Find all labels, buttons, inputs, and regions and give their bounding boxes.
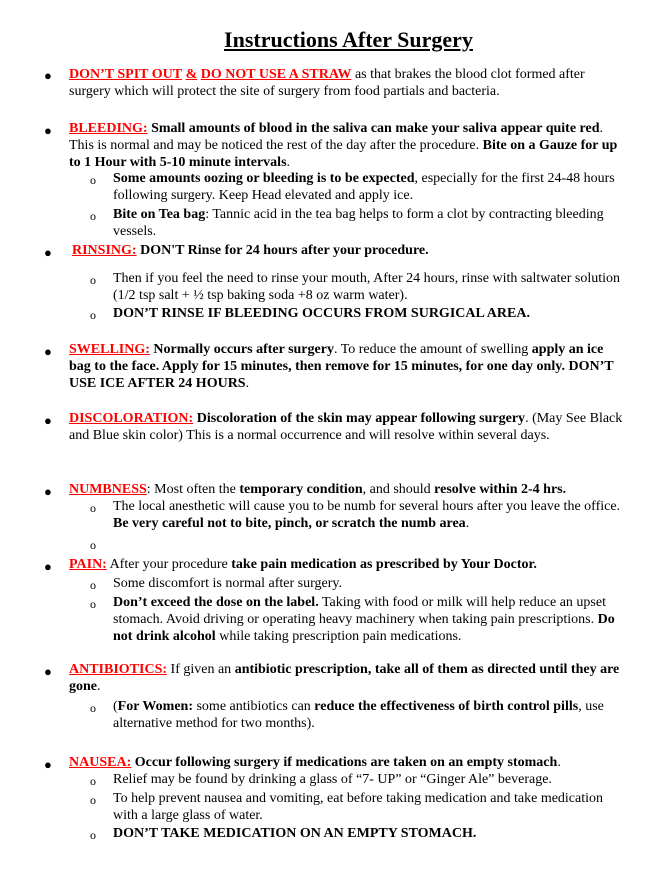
sub-item [113, 206, 623, 240]
section-discoloration [69, 410, 625, 444]
emphasis-text: For Women: [117, 699, 193, 714]
emphasis-text: Normally occurs after surgery [149, 342, 334, 357]
emphasis-text: Bite on Tea bag [113, 207, 206, 222]
emphasis-text: Don’t exceed the dose on the label. [113, 595, 319, 610]
body-text: , especially for the first 24-48 hours following surgery. Keep Head elevated and apply ice. [113, 171, 615, 203]
sub-item [113, 594, 623, 645]
sub-item [113, 771, 623, 788]
sub-bullet-icon: o [90, 273, 96, 287]
sub-bullet-icon: o [90, 173, 96, 187]
sub-bullet-icon: o [90, 501, 96, 515]
body-text: . [97, 679, 101, 694]
sub-item [113, 790, 623, 824]
bullet-icon: ● [44, 664, 52, 679]
sub-bullet-icon: o [90, 578, 96, 592]
body-text: . (May See Black and Blue skin color) This is a normal occurrence and will resolve within several days. [69, 411, 623, 443]
sub-item [113, 498, 623, 532]
sub-item [113, 305, 623, 322]
section-spit [69, 66, 625, 100]
section-heading: ANTIBIOTICS: [69, 662, 168, 677]
body-text: Relief may be found by drinking a glass of “7- UP” or “Ginger Ale” beverage. [113, 772, 552, 787]
section-heading: RINSING: [72, 243, 137, 258]
body-text: as that brakes the blood clot formed after surgery which will protect the site of surgery from food partials and bacteria. [69, 67, 585, 99]
emphasis-text: Discoloration of the skin may appear following surgery [193, 411, 526, 426]
emphasis-text: Small amounts of blood in the saliva can make your saliva appear quite red [147, 121, 600, 136]
sub-bullet-icon: o [90, 597, 96, 611]
body-text: : Tannic acid in the tea bag helps to form a clot by contracting bleeding vessels. [113, 207, 604, 239]
body-text: Then if you feel the need to rinse your mouth, After 24 hours, rinse with saltwater solution (1/2 tsp salt + ½ tsp baking soda +8 oz warm water). [113, 271, 621, 303]
section-numbness [69, 481, 625, 498]
bullet-icon: ● [44, 245, 52, 260]
section-heading: NAUSEA: [69, 755, 132, 770]
emphasis-text: take pain medication as prescribed by Your Doctor. [231, 557, 537, 572]
body-text: ( [113, 699, 118, 714]
emphasis-text: apply an ice bag to the face. Apply for 15 minutes, then remove for 15 minutes, for one day only. DON’T USE ICE AFTER 24 HOURS [69, 342, 614, 391]
body-text: : Most often the [146, 482, 240, 497]
body-text: while taking prescription pain medications. [215, 629, 462, 644]
body-text: Some discomfort is normal after surgery. [113, 576, 343, 591]
section-swelling [69, 341, 625, 392]
sub-bullet-icon: o [90, 538, 96, 552]
body-text: If given an [167, 662, 235, 677]
bullet-icon: ● [44, 413, 52, 428]
section-pain [69, 556, 625, 573]
section-heading: DO NOT USE A STRAW [200, 67, 352, 82]
bullet-icon: ● [44, 344, 52, 359]
bullet-icon: ● [44, 68, 52, 83]
body-text: . [286, 155, 291, 170]
body-text: . [557, 755, 561, 770]
body-text: , and should [362, 482, 435, 497]
body-text: The local anesthetic will cause you to be numb for several hours after you leave the office. [113, 499, 621, 514]
bullet-icon: ● [44, 123, 52, 138]
body-text: . [465, 516, 470, 531]
sub-bullet-icon: o [90, 774, 96, 788]
sub-bullet-icon: o [90, 308, 96, 322]
sub-item [113, 270, 623, 304]
sub-item [113, 698, 623, 732]
sub-bullet-icon: o [90, 828, 96, 842]
bullet-icon: ● [44, 757, 52, 772]
body-text: some antibiotics can [192, 699, 315, 714]
emphasis-text: Be very careful not to bite, pinch, or scratch the numb area [113, 516, 466, 531]
section-heading: NUMBNESS [69, 482, 147, 497]
emphasis-text: Some amounts oozing or bleeding is to be expected [113, 171, 415, 186]
emphasis-text: reduce the effectiveness of birth control pills [314, 699, 579, 714]
bullet-icon: ● [44, 484, 52, 499]
section-heading: PAIN: [69, 557, 107, 572]
section-antibiotics [69, 661, 625, 695]
body-text: . To reduce the amount of swelling [333, 342, 532, 357]
section-rinsing [72, 242, 628, 259]
emphasis-text: Bite on a Gauze for up to 1 Hour with 5-10 minute intervals [69, 138, 618, 170]
body-text: . This is normal and may be noticed the rest of the day after the procedure. [69, 121, 604, 153]
section-heading: BLEEDING: [69, 121, 148, 136]
emphasis-text: Occur following surgery if medications are taken on an empty stomach [131, 755, 558, 770]
body-text: Taking with food or milk will help reduce an upset stomach. Avoid driving or operating heavy machinery when taking pain prescriptions. [113, 595, 606, 627]
page-title: Instructions After Surgery [224, 27, 473, 52]
section-heading: DISCOLORATION: [69, 411, 194, 426]
emphasis-text: antibiotic prescription, take all of them as directed until they are gone [69, 662, 620, 694]
emphasis-text: temporary condition [239, 482, 363, 497]
emphasis-text: resolve within 2-4 hrs. [434, 482, 567, 497]
section-heading: DON’T SPIT OUT [69, 67, 183, 82]
body-text: , use alternative method for two months). [113, 699, 604, 731]
sub-item [113, 825, 623, 842]
section-heading: & [185, 67, 198, 82]
sub-bullet-icon: o [90, 793, 96, 807]
body-text: To help prevent nausea and vomiting, eat before taking medication and take medication with a large glass of water. [113, 791, 604, 823]
sub-bullet-icon: o [90, 209, 96, 223]
section-bleeding [69, 120, 625, 171]
sub-item [113, 170, 623, 204]
emphasis-text: Do not drink alcohol [113, 612, 615, 644]
section-nausea [69, 754, 625, 771]
emphasis-text: DON’T TAKE MEDICATION ON AN EMPTY STOMACH. [113, 826, 477, 841]
section-heading: SWELLING: [69, 342, 150, 357]
sub-item [113, 575, 623, 592]
emphasis-text: DON’T RINSE IF BLEEDING OCCURS FROM SURGICAL AREA. [113, 306, 530, 321]
bullet-icon: ● [44, 559, 52, 574]
emphasis-text: DON'T Rinse for 24 hours after your procedure. [136, 243, 429, 258]
body-text: . [245, 376, 250, 391]
sub-bullet-icon: o [90, 701, 96, 715]
body-text: After your procedure [106, 557, 232, 572]
